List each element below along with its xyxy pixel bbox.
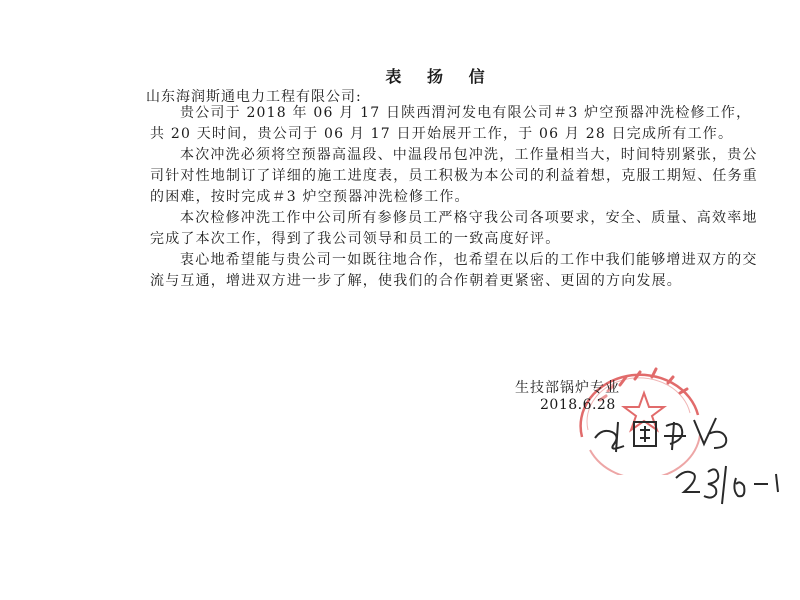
paragraph-3: 本次检修冲洗工作中公司所有参修员工严格守我公司各项要求，安全、质量、高效率地完成了本次工作，得到了我公司领导和员工的一致高度好评。: [150, 210, 758, 247]
letter-body: [150, 103, 762, 292]
signer-department: 生技部锅炉专业: [515, 380, 620, 396]
paragraph-2: 本次冲洗必须将空预器高温段、中温段吊包冲洗，工作量相当大，时间特别紧张，贵公司针对性地制订了详细的施工进度表，员工积极为本公司的利益着想，克服工期短、任务重的困难，按时完成＃3 炉空预器冲洗检修工作。: [150, 147, 758, 205]
letter-recipient: 山东海润斯通电力工程有限公司:: [146, 89, 362, 105]
paragraph-4: 衷心地希望能与贵公司一如既往地合作，也希望在以后的工作中我们能够增进双方的交流与互通，增进双方进一步了解，使我们的合作朝着更紧密、更固的方向发展。: [150, 252, 758, 289]
letter-title: 表 扬 信: [385, 67, 495, 86]
handwritten-signature: [590, 400, 790, 510]
paragraph-1: 贵公司于 2018 年 06 月 17 日陕西渭河发电有限公司＃3 炉空预器冲洗检修工作，共 20 天时间，贵公司于 06 月 17 日开始展开工作，于 06 月 28 日完成所有工作。: [150, 105, 752, 142]
signed-date: 2018.6.28: [540, 397, 616, 413]
